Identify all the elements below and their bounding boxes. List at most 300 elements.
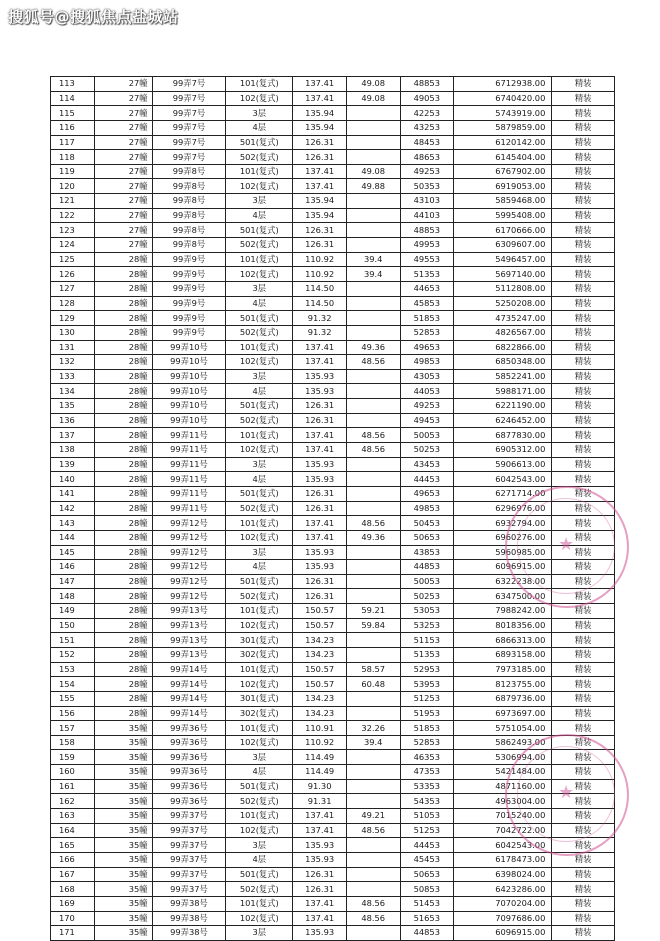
cell-unit: 4层 (226, 384, 293, 399)
cell-address: 99弄11号 (152, 486, 226, 501)
cell-total-price: 5995408.00 (454, 208, 552, 223)
cell-area: 126.31 (293, 589, 347, 604)
cell-building: 28幢 (94, 516, 152, 531)
cell-row-index: 145 (51, 545, 95, 560)
table-row (51, 647, 615, 662)
table-row (51, 838, 615, 853)
table-row (51, 662, 615, 677)
cell-total-price: 6767902.00 (454, 164, 552, 179)
cell-total-price: 4735247.00 (454, 311, 552, 326)
cell-decoration: 精装 (552, 208, 615, 223)
cell-row-index: 116 (51, 120, 95, 135)
cell-total-price: 5862493.00 (454, 735, 552, 750)
cell-unit-price: 49653 (400, 340, 454, 355)
cell-unit-price: 44853 (400, 560, 454, 575)
cell-decoration: 精装 (552, 779, 615, 794)
cell-unit: 3层 (226, 838, 293, 853)
cell-total-price: 7988242.00 (454, 604, 552, 619)
cell-extra-area: 59.84 (346, 618, 400, 633)
cell-unit-price: 51253 (400, 823, 454, 838)
cell-unit-price: 51653 (400, 911, 454, 926)
cell-area: 126.31 (293, 486, 347, 501)
cell-unit: 3层 (226, 926, 293, 941)
cell-row-index: 130 (51, 325, 95, 340)
cell-unit: 102(复式) (226, 735, 293, 750)
cell-total-price: 6042543.00 (454, 838, 552, 853)
cell-row-index: 134 (51, 384, 95, 399)
cell-total-price: 5879859.00 (454, 120, 552, 135)
table-row (51, 721, 615, 736)
cell-row-index: 128 (51, 296, 95, 311)
cell-building: 28幢 (94, 443, 152, 458)
cell-row-index: 141 (51, 486, 95, 501)
cell-decoration: 精装 (552, 340, 615, 355)
cell-address: 99弄8号 (152, 223, 226, 238)
cell-unit: 502(复式) (226, 794, 293, 809)
cell-address: 99弄14号 (152, 677, 226, 692)
cell-address: 99弄7号 (152, 150, 226, 165)
cell-decoration: 精装 (552, 472, 615, 487)
cell-area: 91.31 (293, 794, 347, 809)
cell-area: 137.41 (293, 428, 347, 443)
cell-row-index: 148 (51, 589, 95, 604)
cell-decoration: 精装 (552, 516, 615, 531)
cell-building: 28幢 (94, 267, 152, 282)
cell-extra-area (346, 560, 400, 575)
cell-building: 27幢 (94, 194, 152, 209)
cell-unit-price: 46353 (400, 750, 454, 765)
cell-address: 99弄38号 (152, 911, 226, 926)
cell-address: 99弄10号 (152, 399, 226, 414)
cell-unit: 102(复式) (226, 355, 293, 370)
table-row (51, 457, 615, 472)
cell-decoration: 精装 (552, 296, 615, 311)
cell-unit: 101(复式) (226, 516, 293, 531)
cell-address: 99弄11号 (152, 501, 226, 516)
cell-building: 28幢 (94, 589, 152, 604)
price-list-table (50, 76, 615, 941)
cell-unit: 302(复式) (226, 706, 293, 721)
cell-total-price: 7070204.00 (454, 896, 552, 911)
cell-unit: 102(复式) (226, 911, 293, 926)
table-row (51, 765, 615, 780)
cell-decoration: 精装 (552, 384, 615, 399)
cell-decoration: 精装 (552, 135, 615, 150)
cell-unit: 3层 (226, 369, 293, 384)
cell-building: 28幢 (94, 457, 152, 472)
cell-decoration: 精装 (552, 120, 615, 135)
cell-total-price: 6919053.00 (454, 179, 552, 194)
cell-area: 134.23 (293, 706, 347, 721)
cell-unit: 302(复式) (226, 647, 293, 662)
cell-unit: 501(复式) (226, 135, 293, 150)
cell-row-index: 136 (51, 413, 95, 428)
cell-unit-price: 49953 (400, 238, 454, 253)
cell-unit-price: 50053 (400, 574, 454, 589)
cell-row-index: 126 (51, 267, 95, 282)
cell-building: 35幢 (94, 852, 152, 867)
cell-unit-price: 48653 (400, 150, 454, 165)
cell-row-index: 165 (51, 838, 95, 853)
cell-row-index: 170 (51, 911, 95, 926)
cell-row-index: 132 (51, 355, 95, 370)
cell-unit: 501(复式) (226, 779, 293, 794)
cell-area: 137.41 (293, 896, 347, 911)
table-row (51, 384, 615, 399)
cell-unit-price: 48453 (400, 135, 454, 150)
cell-address: 99弄10号 (152, 413, 226, 428)
cell-area: 137.41 (293, 77, 347, 92)
cell-unit: 3层 (226, 281, 293, 296)
cell-address: 99弄14号 (152, 691, 226, 706)
cell-area: 114.49 (293, 765, 347, 780)
cell-area: 135.94 (293, 208, 347, 223)
cell-total-price: 6398024.00 (454, 867, 552, 882)
cell-address: 99弄13号 (152, 633, 226, 648)
cell-row-index: 154 (51, 677, 95, 692)
cell-extra-area: 39.4 (346, 735, 400, 750)
cell-building: 28幢 (94, 618, 152, 633)
table-row (51, 164, 615, 179)
cell-row-index: 164 (51, 823, 95, 838)
cell-total-price: 6893158.00 (454, 647, 552, 662)
table-row (51, 267, 615, 282)
cell-total-price: 5960985.00 (454, 545, 552, 560)
cell-row-index: 131 (51, 340, 95, 355)
cell-unit: 301(复式) (226, 633, 293, 648)
cell-unit-price: 51953 (400, 706, 454, 721)
cell-total-price: 6932794.00 (454, 516, 552, 531)
cell-unit: 102(复式) (226, 530, 293, 545)
cell-total-price: 5421484.00 (454, 765, 552, 780)
cell-building: 35幢 (94, 794, 152, 809)
cell-extra-area: 49.36 (346, 340, 400, 355)
cell-address: 99弄7号 (152, 120, 226, 135)
table-row (51, 194, 615, 209)
cell-row-index: 118 (51, 150, 95, 165)
cell-decoration: 精装 (552, 325, 615, 340)
cell-row-index: 171 (51, 926, 95, 941)
cell-unit: 101(复式) (226, 809, 293, 824)
cell-building: 27幢 (94, 77, 152, 92)
cell-building: 28幢 (94, 560, 152, 575)
cell-row-index: 127 (51, 281, 95, 296)
table-row (51, 208, 615, 223)
cell-total-price: 6322238.00 (454, 574, 552, 589)
cell-unit-price: 51853 (400, 721, 454, 736)
cell-unit-price: 50653 (400, 530, 454, 545)
cell-address: 99弄7号 (152, 106, 226, 121)
cell-unit-price: 50253 (400, 589, 454, 604)
table-row (51, 355, 615, 370)
cell-building: 28幢 (94, 545, 152, 560)
cell-area: 150.57 (293, 677, 347, 692)
cell-building: 28幢 (94, 399, 152, 414)
cell-decoration: 精装 (552, 794, 615, 809)
table-row (51, 340, 615, 355)
cell-extra-area (346, 311, 400, 326)
cell-unit: 101(复式) (226, 164, 293, 179)
cell-unit-price: 50253 (400, 443, 454, 458)
cell-total-price: 6096915.00 (454, 560, 552, 575)
cell-decoration: 精装 (552, 457, 615, 472)
cell-unit: 502(复式) (226, 150, 293, 165)
cell-building: 28幢 (94, 281, 152, 296)
cell-row-index: 121 (51, 194, 95, 209)
cell-building: 35幢 (94, 911, 152, 926)
cell-extra-area: 49.36 (346, 530, 400, 545)
cell-extra-area: 49.08 (346, 91, 400, 106)
cell-address: 99弄14号 (152, 662, 226, 677)
cell-building: 28幢 (94, 486, 152, 501)
cell-decoration: 精装 (552, 882, 615, 897)
cell-address: 99弄8号 (152, 164, 226, 179)
cell-unit-price: 44453 (400, 472, 454, 487)
cell-address: 99弄37号 (152, 823, 226, 838)
table-row (51, 750, 615, 765)
cell-area: 114.50 (293, 296, 347, 311)
table-row (51, 296, 615, 311)
cell-building: 27幢 (94, 135, 152, 150)
cell-building: 35幢 (94, 721, 152, 736)
cell-extra-area (346, 867, 400, 882)
cell-address: 99弄11号 (152, 443, 226, 458)
cell-extra-area: 58.57 (346, 662, 400, 677)
cell-total-price: 6221190.00 (454, 399, 552, 414)
cell-address: 99弄37号 (152, 882, 226, 897)
cell-decoration: 精装 (552, 106, 615, 121)
table-row (51, 809, 615, 824)
table-row (51, 604, 615, 619)
cell-unit-price: 50453 (400, 516, 454, 531)
cell-decoration: 精装 (552, 809, 615, 824)
cell-building: 28幢 (94, 252, 152, 267)
cell-unit-price: 44053 (400, 384, 454, 399)
cell-area: 135.94 (293, 106, 347, 121)
cell-area: 135.93 (293, 545, 347, 560)
cell-unit-price: 49853 (400, 501, 454, 516)
cell-decoration: 精装 (552, 267, 615, 282)
cell-area: 126.31 (293, 501, 347, 516)
table-row (51, 794, 615, 809)
cell-total-price: 6271714.00 (454, 486, 552, 501)
cell-row-index: 162 (51, 794, 95, 809)
cell-total-price: 5988171.00 (454, 384, 552, 399)
cell-building: 28幢 (94, 604, 152, 619)
cell-total-price: 6879736.00 (454, 691, 552, 706)
cell-address: 99弄13号 (152, 647, 226, 662)
cell-decoration: 精装 (552, 838, 615, 853)
cell-decoration: 精装 (552, 179, 615, 194)
cell-row-index: 163 (51, 809, 95, 824)
table-row (51, 120, 615, 135)
cell-total-price: 6145404.00 (454, 150, 552, 165)
cell-extra-area (346, 325, 400, 340)
cell-row-index: 138 (51, 443, 95, 458)
cell-row-index: 135 (51, 399, 95, 414)
cell-extra-area (346, 150, 400, 165)
cell-decoration: 精装 (552, 443, 615, 458)
cell-total-price: 7097686.00 (454, 911, 552, 926)
cell-address: 99弄10号 (152, 355, 226, 370)
cell-decoration: 精装 (552, 574, 615, 589)
cell-unit-price: 49653 (400, 486, 454, 501)
cell-area: 126.31 (293, 150, 347, 165)
cell-building: 27幢 (94, 223, 152, 238)
cell-total-price: 5859468.00 (454, 194, 552, 209)
cell-row-index: 159 (51, 750, 95, 765)
cell-area: 137.41 (293, 530, 347, 545)
cell-unit: 501(复式) (226, 574, 293, 589)
cell-total-price: 6178473.00 (454, 852, 552, 867)
cell-extra-area (346, 120, 400, 135)
cell-address: 99弄37号 (152, 852, 226, 867)
cell-row-index: 137 (51, 428, 95, 443)
cell-area: 135.93 (293, 560, 347, 575)
cell-area: 135.94 (293, 194, 347, 209)
table-row (51, 735, 615, 750)
cell-unit-price: 49253 (400, 399, 454, 414)
cell-unit-price: 44453 (400, 838, 454, 853)
cell-unit: 3层 (226, 106, 293, 121)
cell-unit-price: 47353 (400, 765, 454, 780)
table-row (51, 926, 615, 941)
table-row (51, 413, 615, 428)
cell-unit-price: 51353 (400, 267, 454, 282)
cell-address: 99弄8号 (152, 208, 226, 223)
cell-total-price: 6877830.00 (454, 428, 552, 443)
cell-extra-area (346, 238, 400, 253)
cell-decoration: 精装 (552, 867, 615, 882)
cell-area: 137.41 (293, 179, 347, 194)
cell-building: 28幢 (94, 340, 152, 355)
cell-decoration: 精装 (552, 911, 615, 926)
cell-row-index: 150 (51, 618, 95, 633)
cell-row-index: 166 (51, 852, 95, 867)
cell-row-index: 161 (51, 779, 95, 794)
cell-address: 99弄7号 (152, 77, 226, 92)
cell-area: 137.41 (293, 164, 347, 179)
cell-decoration: 精装 (552, 662, 615, 677)
cell-row-index: 119 (51, 164, 95, 179)
cell-area: 126.31 (293, 223, 347, 238)
cell-unit: 102(复式) (226, 677, 293, 692)
cell-building: 27幢 (94, 179, 152, 194)
cell-building: 27幢 (94, 91, 152, 106)
cell-extra-area (346, 794, 400, 809)
table-row (51, 150, 615, 165)
cell-address: 99弄8号 (152, 238, 226, 253)
table-row (51, 706, 615, 721)
table-row (51, 399, 615, 414)
cell-address: 99弄37号 (152, 809, 226, 824)
table-row (51, 369, 615, 384)
cell-building: 28幢 (94, 530, 152, 545)
cell-total-price: 6866313.00 (454, 633, 552, 648)
cell-unit-price: 53253 (400, 618, 454, 633)
cell-address: 99弄10号 (152, 369, 226, 384)
cell-total-price: 6740420.00 (454, 91, 552, 106)
cell-unit: 101(复式) (226, 77, 293, 92)
cell-extra-area (346, 369, 400, 384)
cell-area: 150.57 (293, 604, 347, 619)
cell-total-price: 5496457.00 (454, 252, 552, 267)
cell-decoration: 精装 (552, 896, 615, 911)
cell-total-price: 6296976.00 (454, 501, 552, 516)
cell-row-index: 125 (51, 252, 95, 267)
cell-unit: 502(复式) (226, 325, 293, 340)
cell-address: 99弄7号 (152, 91, 226, 106)
cell-unit-price: 50853 (400, 882, 454, 897)
cell-unit: 102(复式) (226, 267, 293, 282)
cell-unit: 101(复式) (226, 340, 293, 355)
cell-decoration: 精装 (552, 355, 615, 370)
cell-extra-area: 49.08 (346, 164, 400, 179)
cell-unit-price: 51153 (400, 633, 454, 648)
cell-unit-price: 50353 (400, 179, 454, 194)
cell-building: 28幢 (94, 677, 152, 692)
cell-decoration: 精装 (552, 486, 615, 501)
cell-row-index: 129 (51, 311, 95, 326)
cell-decoration: 精装 (552, 501, 615, 516)
cell-row-index: 149 (51, 604, 95, 619)
cell-building: 28幢 (94, 501, 152, 516)
cell-unit: 102(复式) (226, 179, 293, 194)
cell-row-index: 133 (51, 369, 95, 384)
table-row (51, 252, 615, 267)
cell-total-price: 6120142.00 (454, 135, 552, 150)
cell-unit: 3层 (226, 457, 293, 472)
table-row (51, 501, 615, 516)
cell-extra-area: 49.21 (346, 809, 400, 824)
cell-row-index: 153 (51, 662, 95, 677)
cell-decoration: 精装 (552, 735, 615, 750)
cell-row-index: 151 (51, 633, 95, 648)
seal-star-icon: ★ (558, 782, 575, 803)
cell-unit-price: 42253 (400, 106, 454, 121)
table-row (51, 530, 615, 545)
cell-extra-area: 48.56 (346, 911, 400, 926)
cell-building: 35幢 (94, 882, 152, 897)
cell-unit: 502(复式) (226, 589, 293, 604)
cell-total-price: 5250208.00 (454, 296, 552, 311)
cell-total-price: 6423286.00 (454, 882, 552, 897)
cell-decoration: 精装 (552, 706, 615, 721)
cell-address: 99弄36号 (152, 735, 226, 750)
cell-extra-area (346, 926, 400, 941)
cell-building: 28幢 (94, 311, 152, 326)
cell-unit: 4层 (226, 472, 293, 487)
cell-unit-price: 44653 (400, 281, 454, 296)
cell-unit: 101(复式) (226, 896, 293, 911)
cell-address: 99弄10号 (152, 340, 226, 355)
cell-building: 35幢 (94, 867, 152, 882)
cell-extra-area (346, 852, 400, 867)
table-row (51, 106, 615, 121)
cell-extra-area (346, 765, 400, 780)
cell-building: 28幢 (94, 384, 152, 399)
table-row (51, 77, 615, 92)
cell-row-index: 169 (51, 896, 95, 911)
cell-extra-area (346, 281, 400, 296)
cell-extra-area (346, 135, 400, 150)
cell-decoration: 精装 (552, 77, 615, 92)
cell-address: 99弄38号 (152, 896, 226, 911)
cell-area: 110.92 (293, 252, 347, 267)
cell-total-price: 4826567.00 (454, 325, 552, 340)
cell-building: 35幢 (94, 750, 152, 765)
cell-extra-area (346, 691, 400, 706)
